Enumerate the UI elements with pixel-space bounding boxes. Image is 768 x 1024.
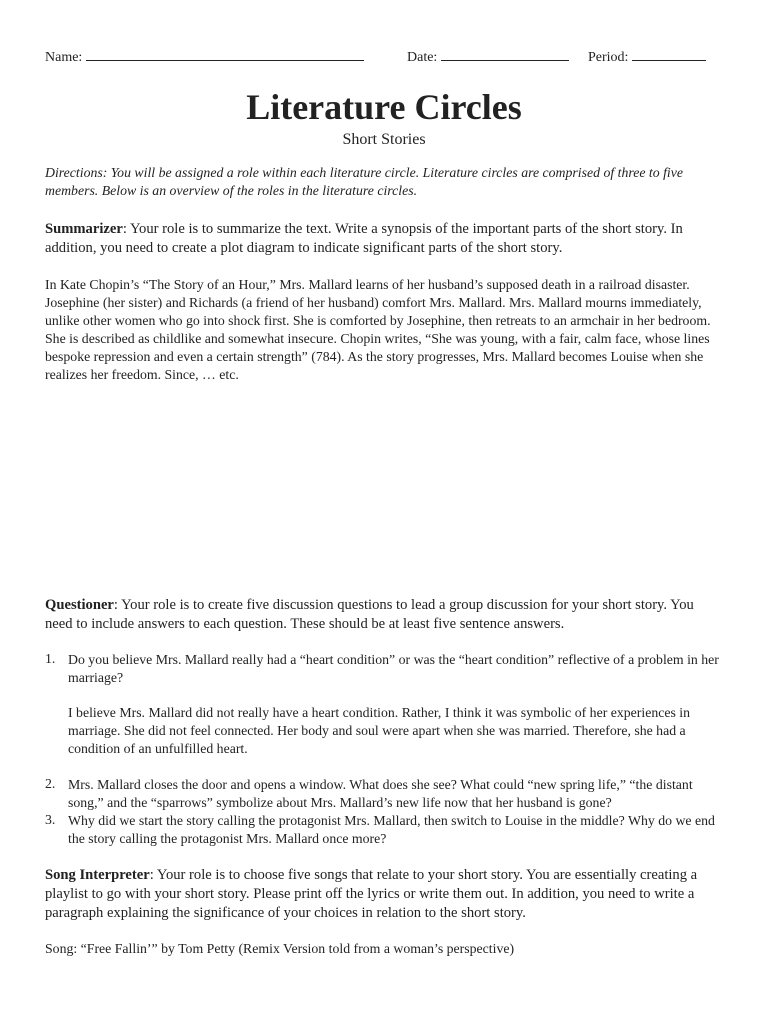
name-label: Name:: [45, 50, 83, 65]
question-number: 3.: [45, 812, 56, 827]
page-subtitle: Short Stories: [342, 131, 426, 148]
summarizer-section: [45, 220, 725, 258]
questioner-section: [45, 596, 725, 634]
song-interpreter-role-label: Song Interpreter: [45, 867, 150, 883]
question-answer: I believe Mrs. Mallard did not really have a heart condition. Rather, I think it was symbolic of her experiences in marriage. She did not feel connected. Her body and soul were apart when she was married. Therefore, she had a condition of an unfulfilled heart.: [68, 705, 691, 756]
question-number: 1.: [45, 651, 56, 666]
date-blank-line: [441, 46, 569, 61]
date-field: [407, 46, 569, 66]
question-number: 2.: [45, 776, 56, 791]
questioner-description: : Your role is to create five discussion questions to lead a group discussion for your short story. You need to include answers to each question. These should be at least five sentence answers.: [45, 597, 694, 632]
summarizer-description: : Your role is to summarize the text. Write a synopsis of the important parts of the short story. In addition, you need to create a plot diagram to indicate significant parts of the short story.: [45, 221, 683, 256]
period-label: Period:: [588, 50, 629, 65]
song-interpreter-section: [45, 866, 725, 923]
question-text: Mrs. Mallard closes the door and opens a window. What does she see? What could “new spring life,” “the distant song,” and the “sparrows” symbolize about Mrs. Mallard’s new life now that her husband is gone?: [68, 777, 693, 810]
period-blank-line: [632, 46, 706, 61]
song-interpreter-description: : Your role is to choose five songs that relate to your short story. You are essentially creating a playlist to go with your short story. Please print off the lyrics or write them out. In addition, you need to write a paragraph explaining the significance of your choices in relation to the short story.: [45, 867, 698, 921]
name-blank-line: [86, 46, 364, 61]
question-text: Do you believe Mrs. Mallard really had a “heart condition” or was the “heart condition” reflective of a problem in her marriage?: [68, 652, 719, 685]
song-example: Song: “Free Fallin’” by Tom Petty (Remix Version told from a woman’s perspective): [45, 941, 515, 956]
question-text: Why did we start the story calling the protagonist Mrs. Mallard, then switch to Louise in the middle? Why do we end the story calling the protagonist Mrs. Mallard once more?: [68, 813, 715, 846]
summarizer-role-label: Summarizer: [45, 221, 123, 237]
summarizer-example: In Kate Chopin’s “The Story of an Hour,” Mrs. Mallard learns of her husband’s supposed death in a railroad disaster. Josephine (her sister) and Richards (a friend of her husband) comfort Mrs. Mallard. Mrs. Mallard mourns immediately, unlike other women who go into shock first. She is comforted by Josephine, then retreats to an armchair in her bedroom. She is described as childlike and somewhat insecure. Chopin writes, “She was young, with a fair, calm face, whose lines bespoke repression and even a certain strength” (784). As the story progresses, Mrs. Mallard becomes Louise when she realizes her freedom. Since, … etc.: [45, 277, 711, 382]
page-title: Literature Circles: [246, 87, 522, 127]
period-field: [588, 46, 706, 66]
directions-text: Directions: You will be assigned a role within each literature circle. Literature circles are comprised of three to five members. Below is an overview of the roles in the literature circles.: [45, 165, 684, 198]
name-field: [45, 46, 364, 66]
date-label: Date:: [407, 50, 438, 65]
questioner-role-label: Questioner: [45, 597, 114, 613]
